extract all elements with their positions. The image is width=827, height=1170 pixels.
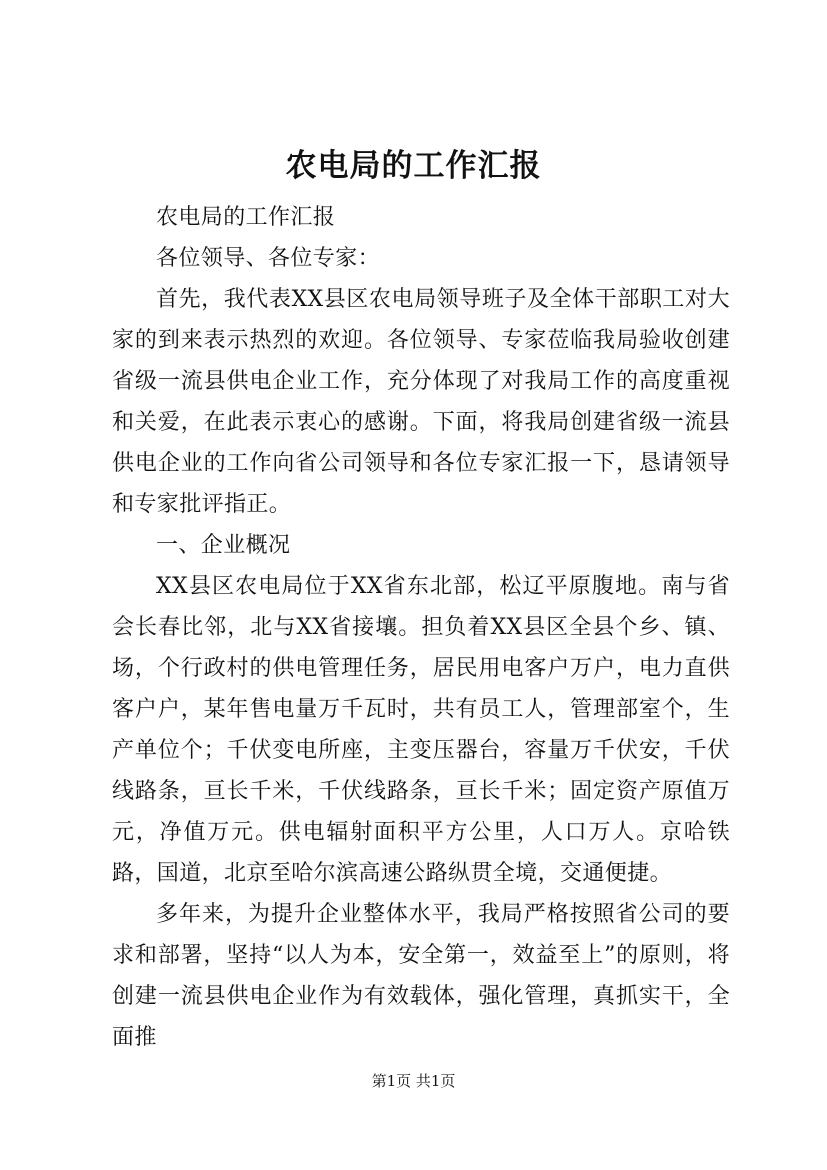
section-heading-overview: 一、企业概况	[156, 533, 291, 558]
paragraph-salutation: 各位领导、各位专家：	[156, 246, 381, 271]
paragraph-overview: XX县区农电局位于XX省东北部，松辽平原腹地。南与省会长春比邻，北与XX省接壤。担负着XX县区全县个乡、镇、场，个行政村的供电管理任务，居民用电客户万户，电力直供客户户，某年售电量万千瓦时，共有员工人，管理部室个，生产单位个；千伏变电所座，主变压器台，容量万千伏安，千伏线路条，亘长千米，千伏线路条，亘长千米；固定资产原值万元，净值万元。供电辐射面积平方公里，人口万人。京哈铁路，国道，北京至哈尔滨高速公路纵贯全境，交通便捷。	[112, 574, 730, 886]
paragraph-subtitle: 农电局的工作汇报	[156, 205, 336, 230]
document-title: 农电局的工作汇报	[285, 148, 542, 184]
document-body	[112, 197, 730, 1058]
paragraph-opening: 首先，我代表XX县区农电局领导班子及全体干部职工对大家的到来表示热烈的欢迎。各位领导、专家莅临我局验收创建省级一流县供电企业工作，充分体现了对我局工作的高度重视和关爱，在此表示衷心的感谢。下面，将我局创建省级一流县供电企业的工作向省公司领导和各位专家汇报一下，恳请领导和专家批评指正。	[112, 287, 730, 517]
paragraph-history: 多年来，为提升企业整体水平，我局严格按照省公司的要求和部署，坚持“以人为本，安全第一，效益至上”的原则，将创建一流县供电企业作为有效载体，强化管理，真抓实干，全面推	[112, 902, 730, 1050]
page-footer: 第1页 共1页	[371, 1072, 456, 1090]
